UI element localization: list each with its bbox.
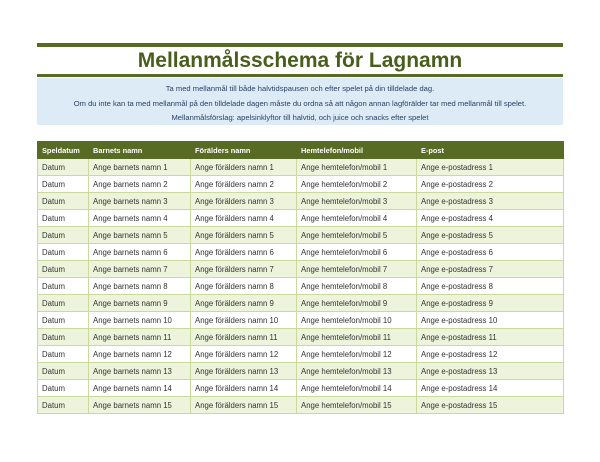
cell-email[interactable]: Ange e-postadress 6 [417,244,564,261]
cell-phone[interactable]: Ange hemtelefon/mobil 5 [297,227,417,244]
cell-game-date[interactable]: Datum [38,397,89,414]
cell-child-name[interactable]: Ange barnets namn 13 [89,363,191,380]
table-body [38,159,564,414]
instructions-box [37,78,563,125]
table-row [38,363,564,380]
cell-parent-name[interactable]: Ange förälders namn 4 [191,210,297,227]
cell-email[interactable]: Ange e-postadress 3 [417,193,564,210]
cell-child-name[interactable]: Ange barnets namn 15 [89,397,191,414]
table-row [38,159,564,176]
table-row [38,295,564,312]
cell-email[interactable]: Ange e-postadress 5 [417,227,564,244]
cell-child-name[interactable]: Ange barnets namn 6 [89,244,191,261]
cell-phone[interactable]: Ange hemtelefon/mobil 2 [297,176,417,193]
cell-parent-name[interactable]: Ange förälders namn 6 [191,244,297,261]
title-bottom-rule [37,74,563,77]
cell-email[interactable]: Ange e-postadress 2 [417,176,564,193]
cell-parent-name[interactable]: Ange förälders namn 8 [191,278,297,295]
cell-game-date[interactable]: Datum [38,312,89,329]
cell-game-date[interactable]: Datum [38,244,89,261]
cell-phone[interactable]: Ange hemtelefon/mobil 13 [297,363,417,380]
page-title: Mellanmålsschema för Lagnamn [137,49,463,72]
header-child-name: Barnets namn [89,142,191,159]
cell-parent-name[interactable]: Ange förälders namn 13 [191,363,297,380]
cell-email[interactable]: Ange e-postadress 8 [417,278,564,295]
cell-game-date[interactable]: Datum [38,329,89,346]
cell-parent-name[interactable]: Ange förälders namn 11 [191,329,297,346]
cell-parent-name[interactable]: Ange förälders namn 3 [191,193,297,210]
cell-parent-name[interactable]: Ange förälders namn 7 [191,261,297,278]
cell-game-date[interactable]: Datum [38,346,89,363]
table-row [38,210,564,227]
cell-game-date[interactable]: Datum [38,227,89,244]
cell-child-name[interactable]: Ange barnets namn 10 [89,312,191,329]
cell-phone[interactable]: Ange hemtelefon/mobil 12 [297,346,417,363]
cell-game-date[interactable]: Datum [38,210,89,227]
cell-child-name[interactable]: Ange barnets namn 7 [89,261,191,278]
cell-email[interactable]: Ange e-postadress 13 [417,363,564,380]
instruction-line: Ta med mellanmål till både halvtidspausen och efter spelet på din tilldelade dag. [165,84,435,93]
instruction-line: Om du inte kan ta med mellanmål på den tilldelade dagen måste du ordna så att någon annan lagförälder tar med mellanmål till spelet. [73,98,527,108]
table-row [38,397,564,414]
cell-child-name[interactable]: Ange barnets namn 14 [89,380,191,397]
cell-child-name[interactable]: Ange barnets namn 9 [89,295,191,312]
cell-phone[interactable]: Ange hemtelefon/mobil 6 [297,244,417,261]
cell-game-date[interactable]: Datum [38,363,89,380]
cell-parent-name[interactable]: Ange förälders namn 14 [191,380,297,397]
table-row [38,176,564,193]
cell-child-name[interactable]: Ange barnets namn 5 [89,227,191,244]
cell-email[interactable]: Ange e-postadress 12 [417,346,564,363]
cell-email[interactable]: Ange e-postadress 9 [417,295,564,312]
cell-game-date[interactable]: Datum [38,261,89,278]
cell-phone[interactable]: Ange hemtelefon/mobil 4 [297,210,417,227]
cell-child-name[interactable]: Ange barnets namn 3 [89,193,191,210]
cell-child-name[interactable]: Ange barnets namn 2 [89,176,191,193]
cell-parent-name[interactable]: Ange förälders namn 9 [191,295,297,312]
cell-child-name[interactable]: Ange barnets namn 4 [89,210,191,227]
cell-parent-name[interactable]: Ange förälders namn 5 [191,227,297,244]
header-parent-name: Förälders namn [191,142,297,159]
cell-game-date[interactable]: Datum [38,176,89,193]
cell-phone[interactable]: Ange hemtelefon/mobil 9 [297,295,417,312]
cell-phone[interactable]: Ange hemtelefon/mobil 3 [297,193,417,210]
instruction-line: Mellanmålsförslag: apelsinklyftor till halvtid, och juice och snacks efter spelet [171,113,429,122]
header-email: E-post [417,142,564,159]
cell-phone[interactable]: Ange hemtelefon/mobil 1 [297,159,417,176]
cell-email[interactable]: Ange e-postadress 1 [417,159,564,176]
header-phone: Hemtelefon/mobil [297,142,417,159]
cell-phone[interactable]: Ange hemtelefon/mobil 8 [297,278,417,295]
cell-phone[interactable]: Ange hemtelefon/mobil 7 [297,261,417,278]
cell-email[interactable]: Ange e-postadress 15 [417,397,564,414]
table-row [38,261,564,278]
snack-schedule-table [37,141,564,414]
cell-phone[interactable]: Ange hemtelefon/mobil 10 [297,312,417,329]
table-row [38,193,564,210]
cell-email[interactable]: Ange e-postadress 4 [417,210,564,227]
cell-game-date[interactable]: Datum [38,278,89,295]
cell-game-date[interactable]: Datum [38,193,89,210]
cell-child-name[interactable]: Ange barnets namn 8 [89,278,191,295]
table-row [38,227,564,244]
cell-child-name[interactable]: Ange barnets namn 11 [89,329,191,346]
cell-phone[interactable]: Ange hemtelefon/mobil 11 [297,329,417,346]
header-game-date: Speldatum [38,142,89,159]
table-row [38,278,564,295]
cell-parent-name[interactable]: Ange förälders namn 10 [191,312,297,329]
cell-email[interactable]: Ange e-postadress 10 [417,312,564,329]
cell-parent-name[interactable]: Ange förälders namn 2 [191,176,297,193]
cell-child-name[interactable]: Ange barnets namn 1 [89,159,191,176]
cell-parent-name[interactable]: Ange förälders namn 12 [191,346,297,363]
table-row [38,346,564,363]
table-row [38,380,564,397]
table-header-row [38,142,564,159]
cell-game-date[interactable]: Datum [38,159,89,176]
cell-phone[interactable]: Ange hemtelefon/mobil 15 [297,397,417,414]
cell-game-date[interactable]: Datum [38,295,89,312]
cell-email[interactable]: Ange e-postadress 7 [417,261,564,278]
table-row [38,312,564,329]
table-row [38,244,564,261]
cell-child-name[interactable]: Ange barnets namn 12 [89,346,191,363]
cell-email[interactable]: Ange e-postadress 11 [417,329,564,346]
table-row [38,329,564,346]
cell-parent-name[interactable]: Ange förälders namn 15 [191,397,297,414]
cell-email[interactable]: Ange e-postadress 14 [417,380,564,397]
cell-parent-name[interactable]: Ange förälders namn 1 [191,159,297,176]
cell-phone[interactable]: Ange hemtelefon/mobil 14 [297,380,417,397]
cell-game-date[interactable]: Datum [38,380,89,397]
